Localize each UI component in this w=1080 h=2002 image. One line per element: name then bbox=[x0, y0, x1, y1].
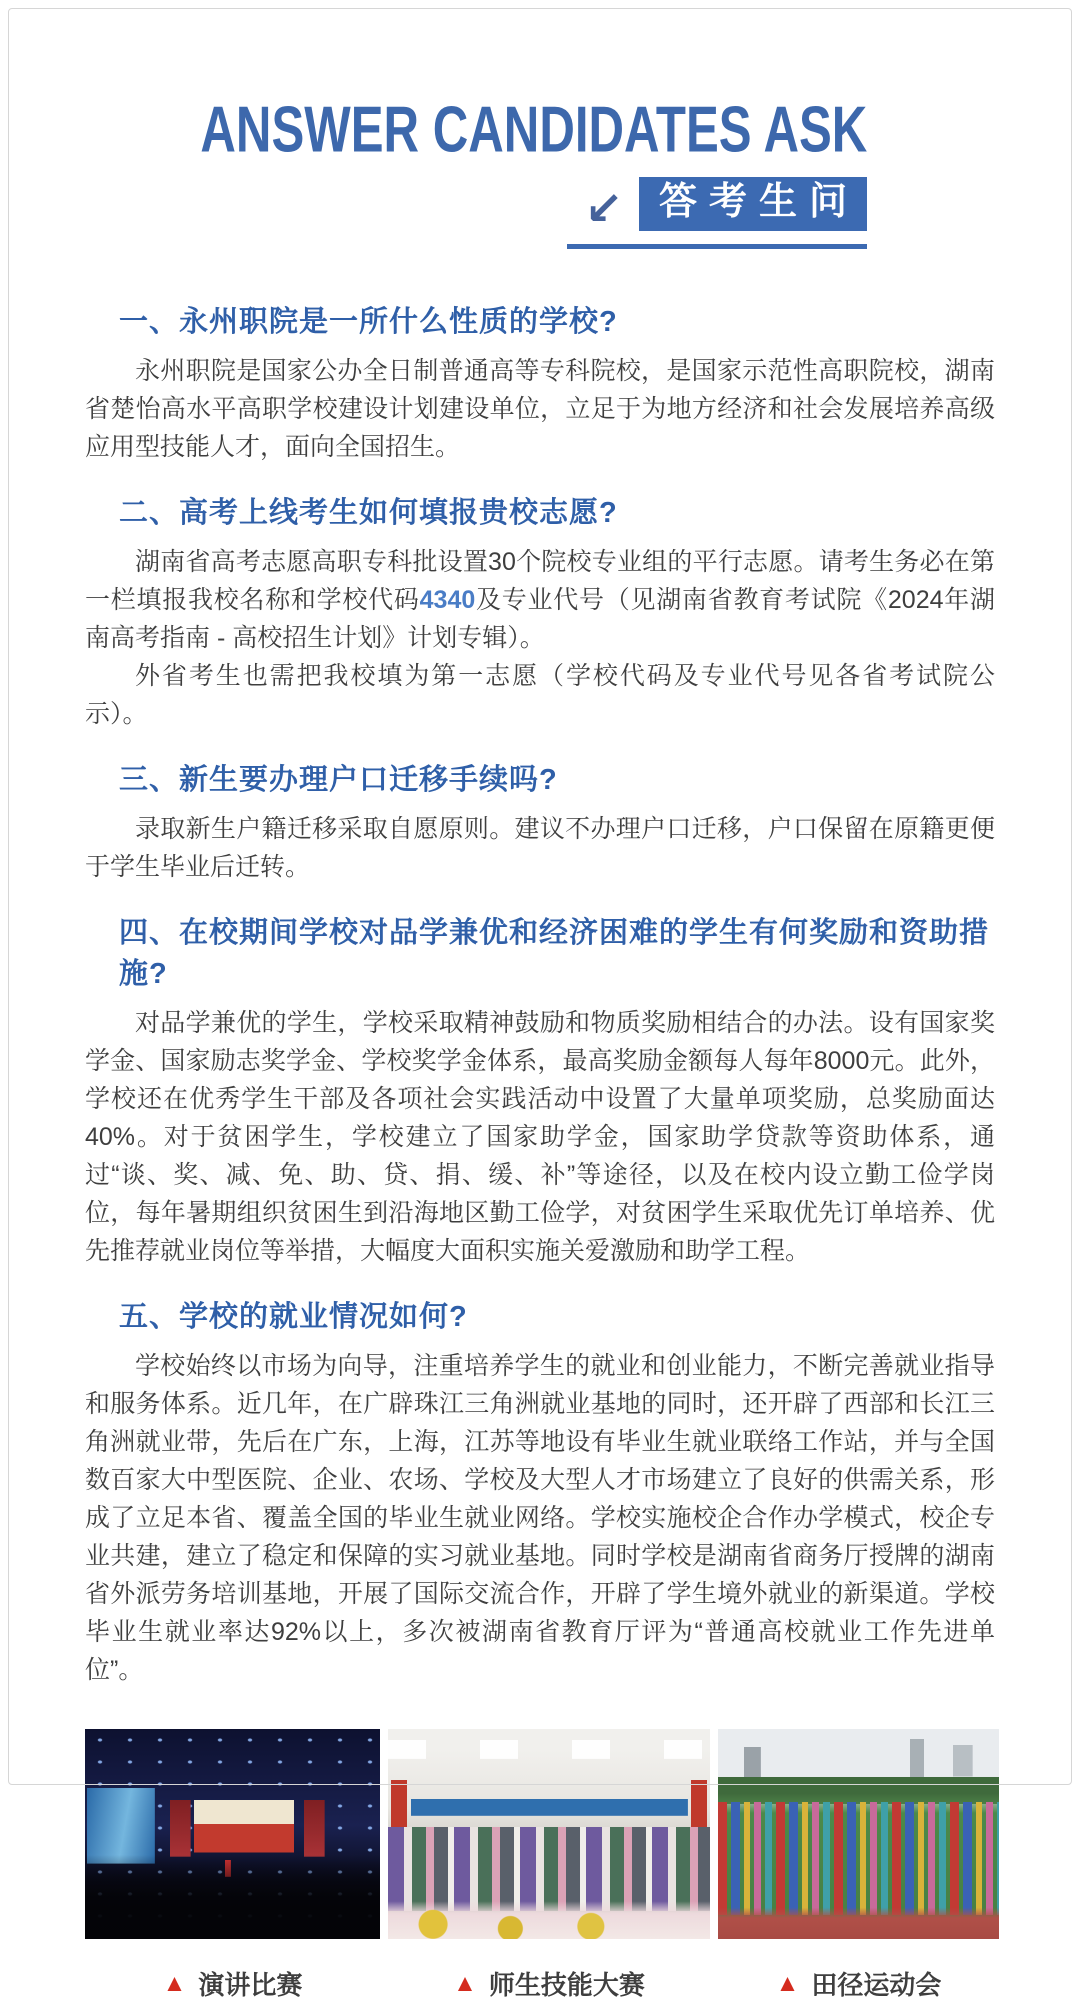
photo-caption bbox=[453, 1965, 645, 2002]
answer-paragraph bbox=[85, 543, 995, 657]
photo-column-skills-competition bbox=[388, 1729, 710, 2002]
header bbox=[0, 0, 1080, 249]
photo-caption-label: 师生技能大赛 bbox=[488, 1970, 645, 2000]
qa-section-5 bbox=[85, 1294, 995, 1689]
question-heading-3: 三、新生要办理户口迁移手续吗? bbox=[119, 764, 558, 796]
photo-caption bbox=[776, 1965, 942, 2002]
photo-gallery bbox=[0, 1689, 1080, 2002]
photo-skills-competition bbox=[388, 1729, 710, 1939]
answer-text-before-code: 湖南省高考志愿高职专科批设置30个院校专业组的平行志愿。请考生务必在第一栏填报我校名称和学校代码 bbox=[85, 548, 995, 614]
page-title-english: ANSWER CANDIDATES ASK bbox=[200, 93, 867, 166]
answer-paragraph: 学校始终以市场为向导，注重培养学生的就业和创业能力，不断完善就业指导和服务体系。近几年，在广辟珠江三角洲就业基地的同时，还开辟了西部和长江三角洲就业带，先后在广东，上海，江苏等地设有毕业生就业联络工作站，并与全国数百家大中型医院、企业、农场、学校及大型人才市场建立了良好的供需关系，形成了立足本省、覆盖全国的毕业生就业网络。学校实施校企合作办学模式，校企专业共建，建立了稳定和保障的实习就业基地。同时学校是湖南省商务厅授牌的湖南省外派劳务培训基地，开展了国际交流合作，开辟了学生境外就业的新渠道。学校毕业生就业率达92%以上，多次被湖南省教育厅评为“普通高校就业工作先进单位”。 bbox=[85, 1352, 995, 1684]
photo-caption-label: 演讲比赛 bbox=[198, 1970, 303, 2000]
red-triangle-icon: ▲ bbox=[162, 1969, 187, 1997]
qa-section-3 bbox=[85, 757, 995, 886]
qa-content bbox=[0, 249, 1080, 1689]
qa-section-2 bbox=[85, 490, 995, 733]
photo-column-speech-contest bbox=[85, 1729, 380, 2002]
photo-speech-contest bbox=[85, 1729, 380, 1939]
question-heading-2: 二、高考上线考生如何填报贵校志愿? bbox=[119, 497, 618, 529]
question-heading-5: 五、学校的就业情况如何? bbox=[119, 1301, 468, 1333]
answer-paragraph: 对品学兼优的学生，学校采取精神鼓励和物质奖励相结合的办法。设有国家奖学金、国家励志奖学金、学校奖学金体系，最高奖励金额每人每年8000元。此外，学校还在优秀学生干部及各项社会实践活动中设置了大量单项奖励，总奖励面达40%。对于贫困学生，学校建立了国家助学金，国家助学贷款等资助体系，通过“谈、奖、减、免、助、贷、捐、缓、补”等途径，以及在校内设立勤工俭学岗位，每年暑期组织贫困生到沿海地区勤工俭学，对贫困学生采取优先订单培养、优先推荐就业岗位等举措，大幅度大面积实施关爱激励和助学工程。 bbox=[85, 1009, 995, 1265]
arrow-down-left-icon: ↙ bbox=[584, 182, 623, 234]
photo-sports-meet bbox=[718, 1729, 999, 1939]
answer-paragraph: 录取新生户籍迁移采取自愿原则。建议不办理户口迁移，户口保留在原籍更便于学生毕业后迁转。 bbox=[85, 815, 995, 881]
question-heading-1: 一、永州职院是一所什么性质的学校? bbox=[119, 306, 618, 338]
red-triangle-icon: ▲ bbox=[453, 1969, 477, 1997]
page-title-row bbox=[0, 177, 867, 234]
photo-caption bbox=[163, 1965, 303, 2002]
page-title-chinese: 答考生问 bbox=[639, 177, 867, 231]
answer-paragraph: 外省考生也需把我校填为第一志愿（学校代码及专业代号见各省考试院公示）。 bbox=[85, 662, 995, 728]
red-triangle-icon: ▲ bbox=[775, 1969, 800, 1997]
school-code-value: 4340 bbox=[419, 586, 476, 614]
photo-caption-label: 田径运动会 bbox=[811, 1970, 942, 2000]
qa-section-4 bbox=[85, 910, 995, 1270]
qa-section-1 bbox=[85, 299, 995, 466]
answer-text-after-code: 及专业代号（见湖南省教育考试院《2024年湖南高考指南 - 高校招生计划》计划专辑）。 bbox=[85, 586, 995, 652]
photo-column-sports-meet bbox=[718, 1729, 999, 2002]
question-heading-4: 四、在校期间学校对品学兼优和经济困难的学生有何奖励和资助措施? bbox=[119, 917, 990, 990]
answer-paragraph: 永州职院是国家公办全日制普通高等专科院校，是国家示范性高职院校，湖南省楚怡高水平高职学校建设计划建设单位，立足于为地方经济和社会发展培养高级应用型技能人才，面向全国招生。 bbox=[85, 357, 995, 461]
